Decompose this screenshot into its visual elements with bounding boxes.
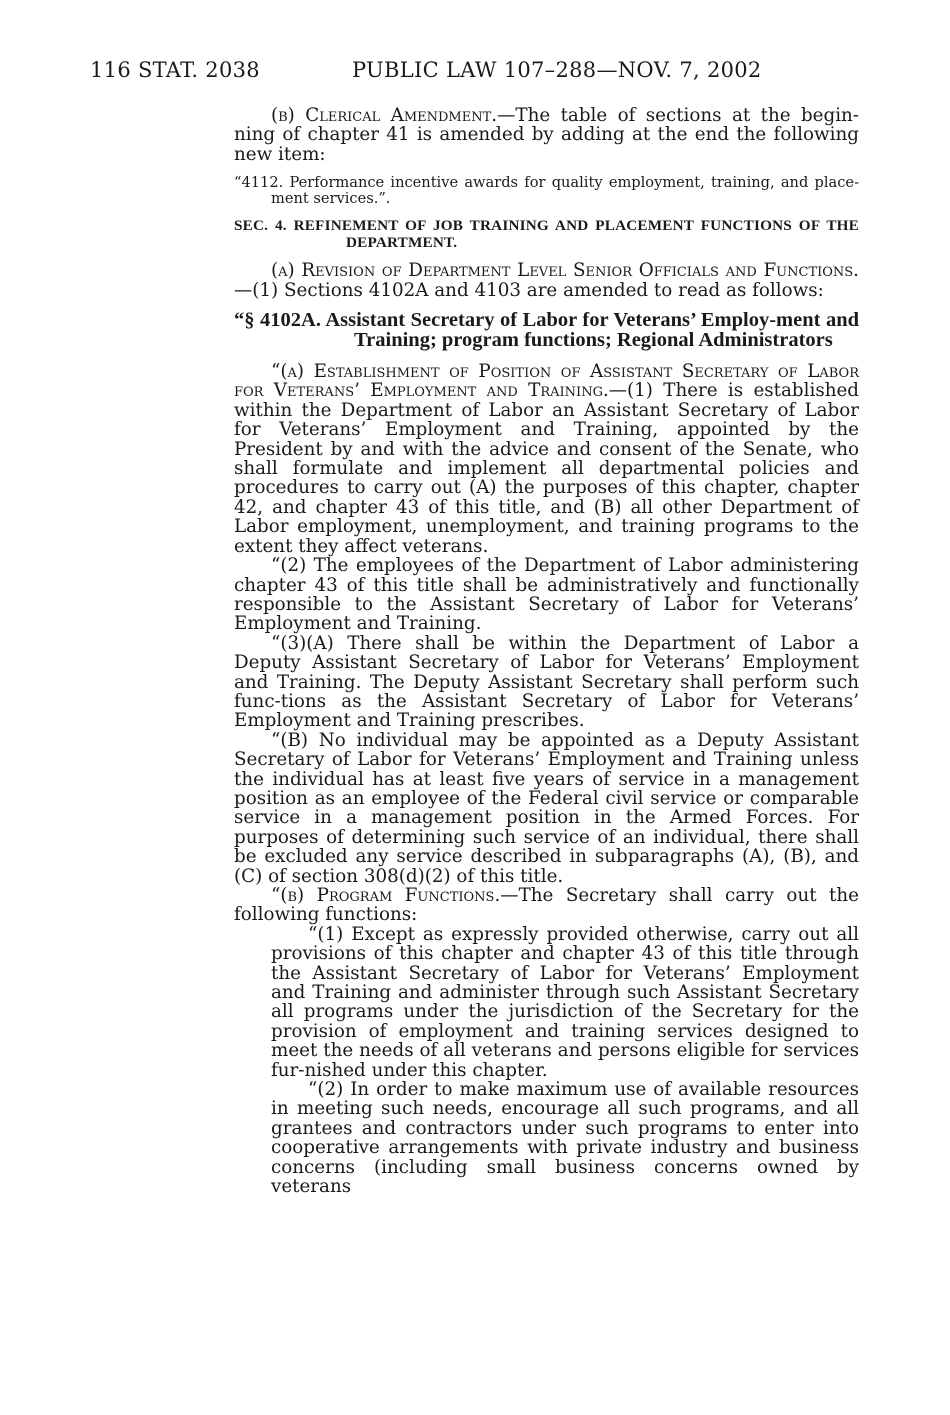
revision-label: (a) Revision of Department Level Senior Officials and Functions. — [271, 260, 859, 282]
paragraph-b1: “(1) Except as expressly provided otherwise, carry out all provisions of this chapter and chapter 43 of this title through the Assistant Secretary of Labor for Veterans’ Employment and Training and administer through such Assistant Secretary all programs under the jurisdiction of the Secretary for the provision of employment and training services designed to meet the needs of all veterans and persons eligible for services fur-nished under this chapter. — [271, 923, 859, 1081]
paragraph-b2: “(2) In order to make maximum use of available resources in meeting such needs, encourage all such programs, and all grantees and contractors under such programs to enter into cooperative arrangements with private industry and business concerns (including small business concerns owned by veterans — [271, 1079, 859, 1198]
public-law-citation: PUBLIC LAW 107–288—NOV. 7, 2002 — [352, 58, 762, 82]
document-body — [234, 106, 859, 1197]
subsection-a-label: “(a) Establishment of Position of Assistant Secretary of Labor for Veterans’ Employment and Training. — [234, 361, 859, 402]
clerical-amendment-text: —The table of sections at the begin-ning of chapter 41 is amended by adding at the end the following new item: — [234, 105, 859, 165]
revision-paragraph — [234, 261, 859, 300]
subsection-b-label: “(b) Program Functions. — [271, 885, 501, 906]
section-4102A-title: “§ 4102A. Assistant Secretary of Labor for Veterans’ Employ-ment and Training; program functions; Regional Administrators — [234, 309, 859, 352]
statute-page-number: 116 STAT. 2038 — [90, 58, 260, 82]
clerical-amendment-label: (b) Clerical Amendment. — [271, 105, 498, 126]
subsection-b-text: —The Secretary shall carry out the following functions: — [234, 885, 859, 926]
subsection-b-paragraph — [234, 886, 859, 925]
subsection-a-text: —(1) There is established within the Department of Labor an Assistant Secretary of Labor for Veterans’ Employment and Training, appointed by the President by and with the advice and consent of the Senate, who shall formulate and implement all departmental policies and procedures to carry out (A) the purposes of this chapter, chapter 42, and chapter 43 of this title, and (B) all other Department of Labor employment, unemployment, and training programs to the extent they affect veterans. — [234, 380, 859, 557]
table-of-sections-item: “4112. Performance incentive awards for quality employment, training, and place-ment services.”. — [234, 174, 859, 208]
section-4-heading: SEC. 4. REFINEMENT OF JOB TRAINING AND PLACEMENT FUNCTIONS OF THE DEPARTMENT. — [234, 217, 859, 252]
subsection-a-paragraph — [234, 362, 859, 556]
paragraph-a3B: “(B) No individual may be appointed as a Deputy Assistant Secretary of Labor for Veterans’ Employment and Training unless the individual has at least five years of service in a management position as an employee of the Federal civil service or comparable service in a management position in the Armed Forces. For purposes of determining such service of an individual, there shall be excluded any service described in subparagraphs (A), (B), and (C) of section 308(d)(2) of this title. — [234, 729, 859, 887]
paragraph-a2: “(2) The employees of the Department of Labor administering chapter 43 of this title shall be administratively and functionally responsible to the Assistant Secretary of Labor for Veterans’ Employment and Training. — [234, 555, 859, 635]
paragraph-a3A: “(3)(A) There shall be within the Department of Labor a Deputy Assistant Secretary of Labor for Veterans’ Employment and Training. The Deputy Assistant Secretary shall perform such func-tions as the Assistant Secretary of Labor for Veterans’ Employment and Training prescribes. — [234, 632, 859, 732]
clerical-amendment-paragraph — [234, 106, 859, 164]
revision-text: —(1) Sections 4102A and 4103 are amended to read as follows: — [234, 279, 824, 301]
